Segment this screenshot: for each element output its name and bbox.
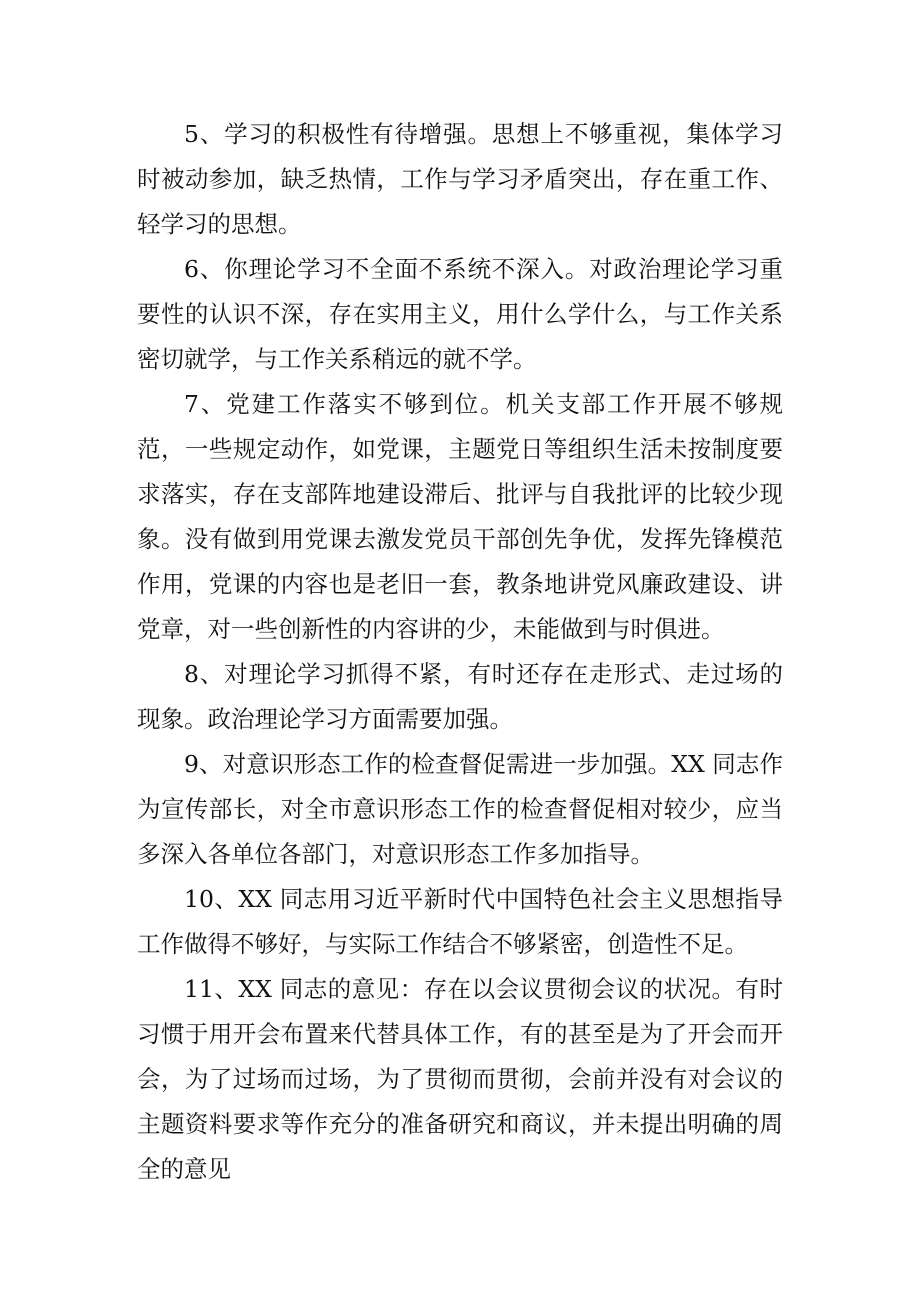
paragraph-item-7: 7、党建工作落实不够到位。机关支部工作开展不够规范，一些规定动作，如党课，主题党日等组织生活未按制度要求落实，存在支部阵地建设滞后、批评与自我批评的比较少现象。没有做到用党课去激发党员干部创先争优，发挥先锋模范作用，党课的内容也是老旧一套，教条地讲党风廉政建设、讲党章，对一些创新性的内容讲的少，未能做到与时俱进。	[137, 390, 783, 643]
paragraph-item-5: 5、学习的积极性有待增强。思想上不够重视，集体学习时被动参加，缺乏热情，工作与学习矛盾突出，存在重工作、轻学习的思想。	[137, 120, 783, 238]
paragraph-item-10: 10、XX 同志用习近平新时代中国特色社会主义思想指导工作做得不够好，与实际工作结合不够紧密，创造性不足。	[137, 885, 783, 958]
paragraph-item-9: 9、对意识形态工作的检查督促需进一步加强。XX 同志作为宣传部长，对全市意识形态工作的检查督促相对较少，应当多深入各单位各部门，对意识形态工作多加指导。	[137, 750, 783, 868]
document-page	[137, 112, 783, 1192]
paragraph-item-8: 8、对理论学习抓得不紧，有时还存在走形式、走过场的现象。政治理论学习方面需要加强。	[137, 660, 783, 733]
paragraph-item-6: 6、你理论学习不全面不系统不深入。对政治理论学习重要性的认识不深，存在实用主义，用什么学什么，与工作关系密切就学，与工作关系稍远的就不学。	[137, 255, 783, 373]
paragraph-item-11: 11、XX 同志的意见：存在以会议贯彻会议的状况。有时习惯于用开会布置来代替具体工作，有的甚至是为了开会而开会，为了过场而过场，为了贯彻而贯彻，会前并没有对会议的主题资料要求等作充分的准备研究和商议，并未提出明确的周全的意见	[137, 975, 783, 1183]
